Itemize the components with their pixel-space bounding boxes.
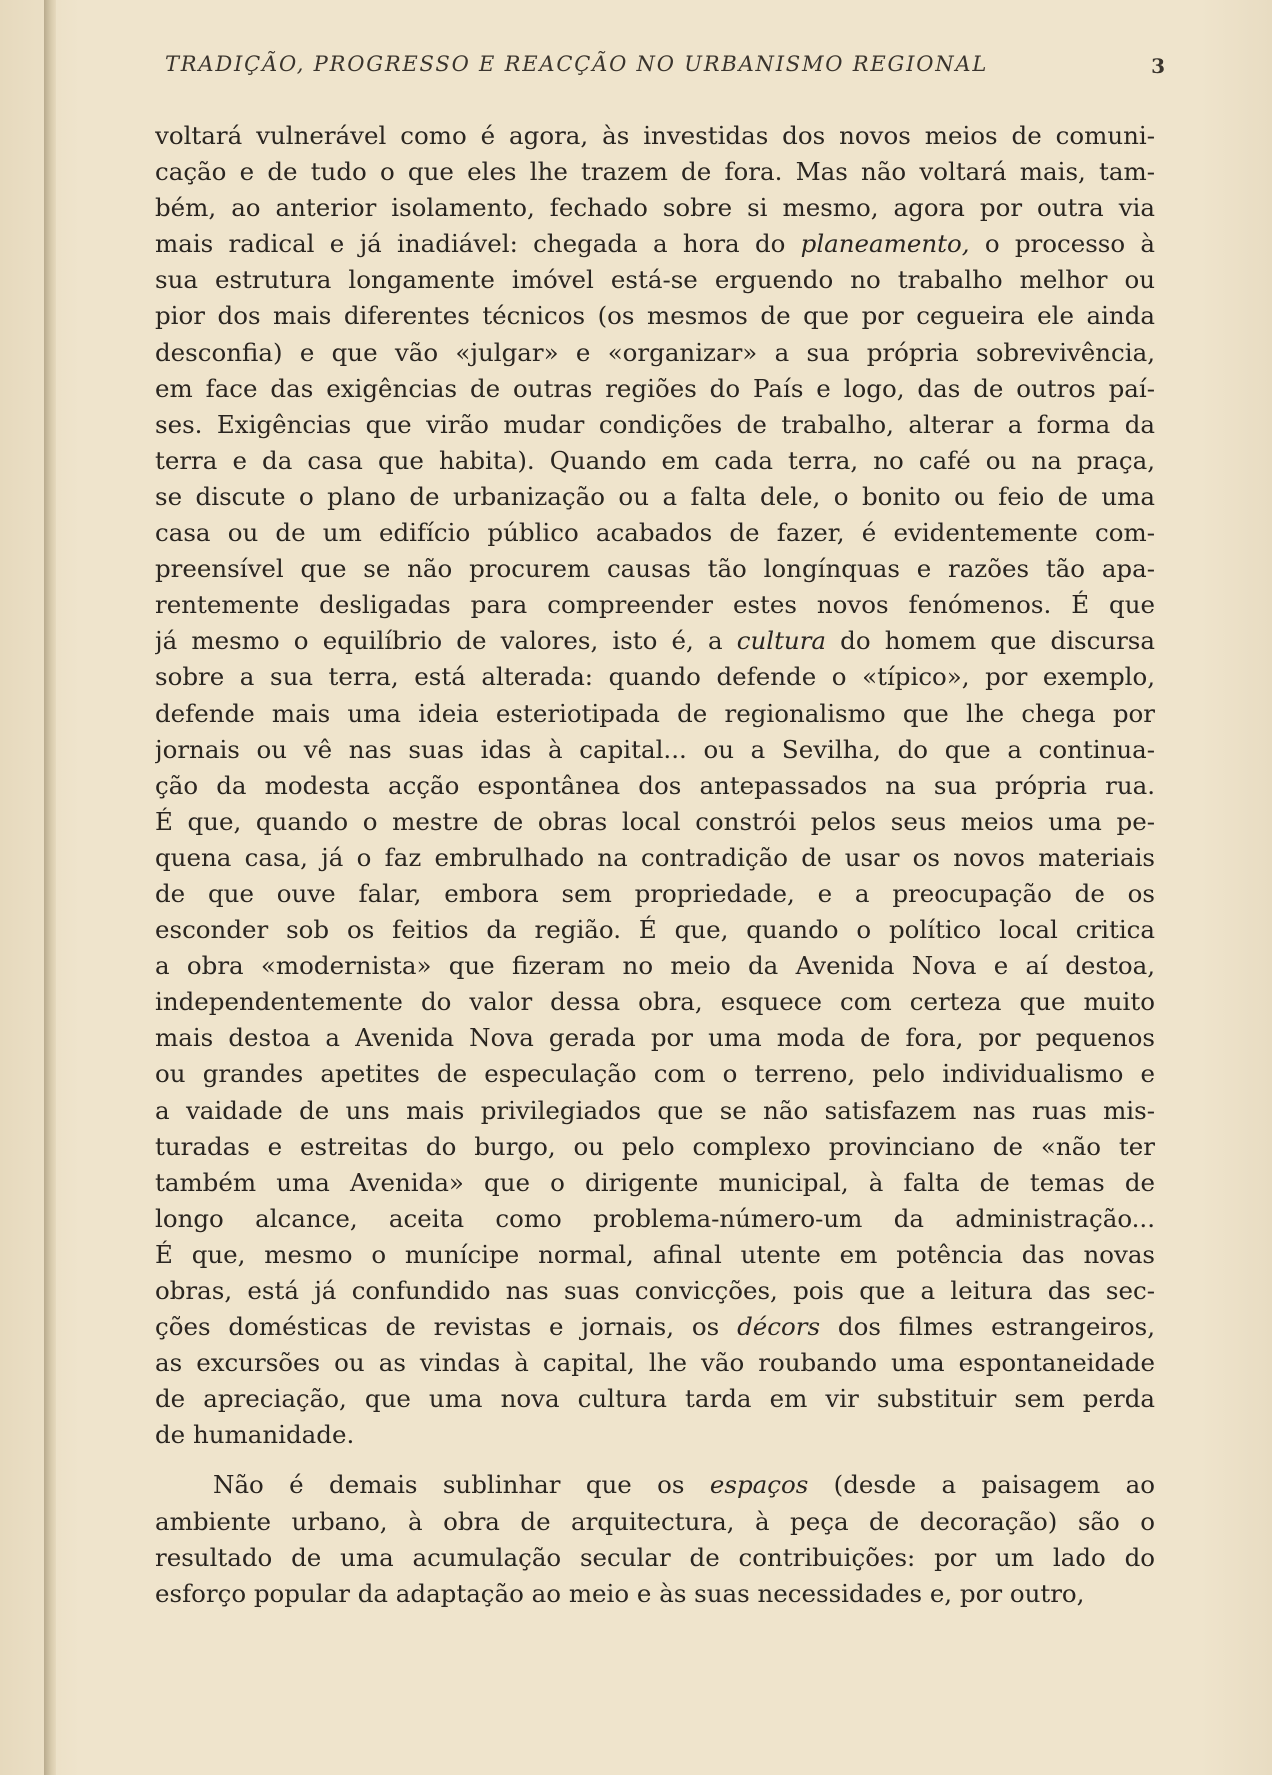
text-segment: de que ouve falar, embora sem propriedade, e a preocupação de os <box>155 878 1155 908</box>
text-segment: pior dos mais diferentes técnicos (os mesmos de que por cegueira ele ainda <box>155 301 1155 331</box>
text-segment: as excursões ou as vindas à capital, lhe vão roubando uma espontaneidade <box>155 1348 1155 1378</box>
text-line <box>155 984 1155 1020</box>
text-line <box>155 768 1155 804</box>
text-segment: também uma Avenida» que o dirigente municipal, à falta de temas de <box>155 1167 1155 1197</box>
text-line <box>155 1540 1155 1576</box>
text-segment: esconder sob os feitios da região. É que, quando o político local critica <box>155 915 1155 945</box>
page-number: 3 <box>1151 54 1165 78</box>
text-segment: ou grandes apetites de especulação com o terreno, pelo individualismo e <box>155 1059 1155 1089</box>
text-segment: É que, quando o mestre de obras local constrói pelos seus meios uma pe- <box>155 806 1155 836</box>
text-segment: em face das exigências de outras regiões do País e logo, das de outros paí- <box>155 373 1155 403</box>
paragraph <box>155 1467 1155 1611</box>
text-segment: independentemente do valor dessa obra, esquece com certeza que muito <box>155 987 1155 1017</box>
text-segment: Não é demais sublinhar que os <box>213 1470 710 1500</box>
italic-text-segment: décors <box>737 1312 821 1342</box>
text-line <box>155 551 1155 587</box>
text-segment: desconfia) e que vão «julgar» e «organizar» a sua própria sobrevivência, <box>155 337 1155 367</box>
text-line <box>155 1417 1155 1453</box>
text-line <box>155 1129 1155 1165</box>
text-segment: É que, mesmo o munícipe normal, afinal utente em potência das novas <box>155 1239 1155 1269</box>
text-segment: ções domésticas de revistas e jornais, os <box>155 1312 738 1342</box>
text-line <box>155 154 1155 190</box>
text-line <box>155 1056 1155 1092</box>
text-line <box>155 443 1155 479</box>
text-line <box>155 1237 1155 1273</box>
text-segment: a obra «modernista» que fizeram no meio da Avenida Nova e aí destoa, <box>155 951 1155 981</box>
text-segment: ambiente urbano, à obra de arquitectura, à peça de decoração) são o <box>155 1506 1155 1536</box>
text-line <box>155 876 1155 912</box>
text-segment: rentemente desligadas para compreender estes novos fenómenos. É que <box>155 590 1155 620</box>
italic-text-segment: espaços <box>709 1470 809 1500</box>
text-line <box>155 587 1155 623</box>
text-segment: resultado de uma acumulação secular de contribuições: por um lado do <box>155 1542 1155 1572</box>
text-segment: a vaidade de uns mais privilegiados que se não satisfazem nas ruas mis- <box>155 1095 1155 1125</box>
italic-text-segment: cultura <box>736 626 827 656</box>
text-line <box>155 1201 1155 1237</box>
paragraph <box>155 118 1155 1453</box>
text-line <box>155 840 1155 876</box>
running-head-title: TRADIÇÃO, PROGRESSO E REACÇÃO NO URBANISMO REGIONAL <box>165 52 989 76</box>
text-segment: casa ou de um edifício público acabados de fazer, é evidentemente com- <box>155 518 1155 548</box>
text-segment: sua estrutura longamente imóvel está-se erguendo no trabalho melhor ou <box>155 265 1155 295</box>
text-segment: obras, está já confundido nas suas convicções, pois que a leitura das sec- <box>155 1276 1155 1305</box>
text-segment: bém, ao anterior isolamento, fechado sobre si mesmo, agora por outra via <box>155 193 1155 223</box>
text-line <box>155 1504 1155 1540</box>
text-segment: de apreciação, que uma nova cultura tarda em vir substituir sem perda <box>155 1384 1155 1414</box>
page-binding-edge <box>44 0 56 1775</box>
text-line <box>155 1345 1155 1381</box>
text-line <box>155 1467 1155 1503</box>
text-line <box>155 226 1155 262</box>
text-line <box>155 335 1155 371</box>
text-line <box>155 407 1155 443</box>
text-segment: mais radical e já inadiável: chegada a hora do <box>155 229 801 259</box>
text-line <box>155 1576 1155 1612</box>
text-line <box>155 1020 1155 1056</box>
text-segment: voltará vulnerável como é agora, às investidas dos novos meios de comuni- <box>155 121 1155 150</box>
text-segment: esforço popular da adaptação ao meio e às suas necessidades e, por outro, <box>155 1578 1085 1608</box>
text-line <box>155 659 1155 695</box>
text-line <box>155 190 1155 226</box>
text-segment: mais destoa a Avenida Nova gerada por uma moda de fora, por pequenos <box>155 1023 1155 1053</box>
running-head <box>165 48 1165 88</box>
text-line <box>155 696 1155 732</box>
text-segment: já mesmo o equilíbrio de valores, isto é, a <box>155 626 737 656</box>
text-line <box>155 948 1155 984</box>
text-segment: de humanidade. <box>155 1420 355 1450</box>
text-line <box>155 1093 1155 1129</box>
text-segment: se discute o plano de urbanização ou a falta dele, o bonito ou feio de uma <box>155 481 1155 511</box>
text-segment: defende mais uma ideia esteriotipada de regionalismo que lhe chega por <box>155 698 1155 728</box>
text-segment: quena casa, já o faz embrulhado na contradição de usar os novos materiais <box>155 842 1155 872</box>
text-line <box>155 1273 1155 1309</box>
text-line <box>155 732 1155 768</box>
text-line <box>155 804 1155 840</box>
text-line <box>155 1165 1155 1201</box>
text-segment: turadas e estreitas do burgo, ou pelo complexo provinciano de «não ter <box>155 1131 1155 1161</box>
text-line <box>155 623 1155 659</box>
text-line <box>155 371 1155 407</box>
text-segment: do homem que discursa <box>826 626 1155 656</box>
text-segment: terra e da casa que habita). Quando em cada terra, no café ou na praça, <box>155 445 1155 475</box>
text-line <box>155 118 1155 154</box>
text-segment: preensível que se não procurem causas tão longínquas e razões tão apa- <box>155 554 1155 584</box>
text-line <box>155 262 1155 298</box>
text-line <box>155 298 1155 334</box>
text-segment: (desde a paisagem ao <box>808 1470 1155 1500</box>
text-line <box>155 479 1155 515</box>
text-segment: jornais ou vê nas suas idas à capital... ou a Sevilha, do que a continua- <box>155 734 1155 764</box>
text-line <box>155 1309 1155 1345</box>
paragraph-gap <box>155 1453 1155 1467</box>
text-line <box>155 912 1155 948</box>
text-segment: o processo à <box>969 229 1155 259</box>
text-segment: dos filmes estrangeiros, <box>820 1312 1155 1342</box>
text-segment: sobre a sua terra, está alterada: quando defende o «típico», por exemplo, <box>155 662 1155 692</box>
body-text <box>155 118 1155 1612</box>
text-segment: ção da modesta acção espontânea dos antepassados na sua própria rua. <box>155 770 1155 800</box>
text-line <box>155 1381 1155 1417</box>
text-segment: longo alcance, aceita como problema-número-um da administração... <box>155 1203 1155 1233</box>
text-segment: cação e de tudo o que eles lhe trazem de fora. Mas não voltará mais, tam- <box>155 157 1155 187</box>
italic-text-segment: planeamento, <box>800 229 970 259</box>
text-line <box>155 515 1155 551</box>
text-segment: ses. Exigências que virão mudar condições de trabalho, alterar a forma da <box>155 409 1155 439</box>
